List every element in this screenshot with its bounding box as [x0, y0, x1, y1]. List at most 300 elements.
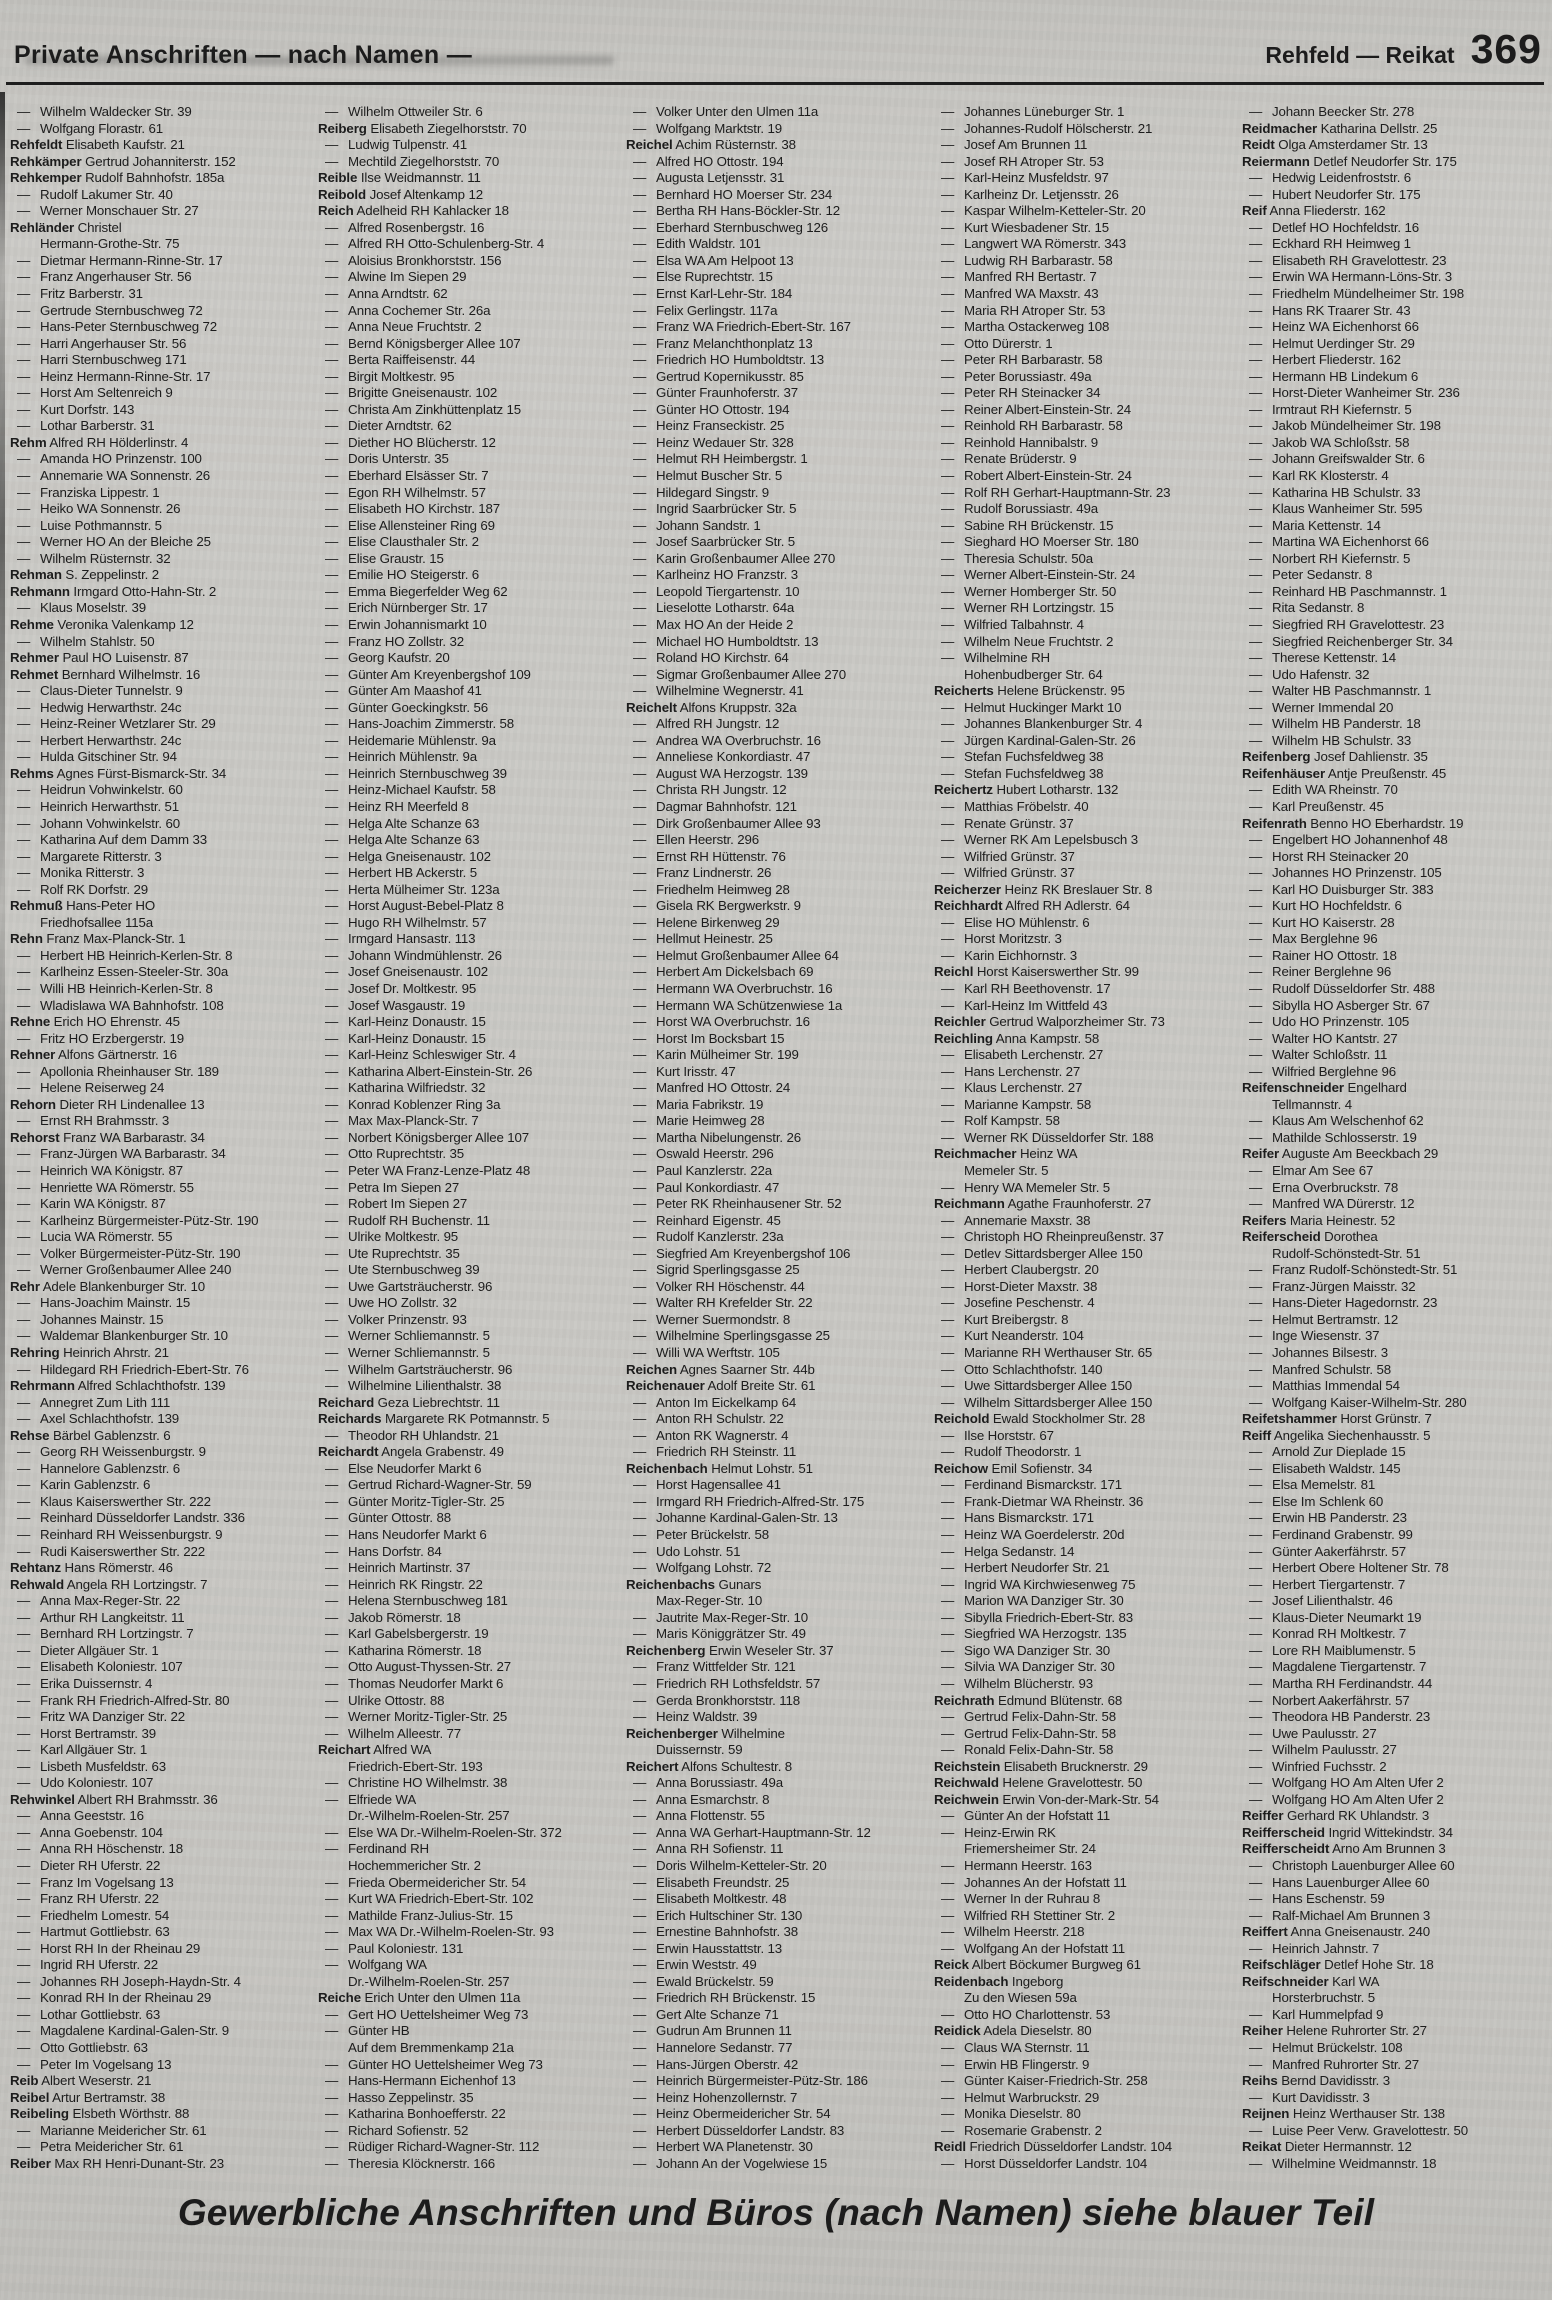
directory-entry: — Amanda HO Prinzenstr. 100: [17, 451, 202, 467]
directory-entry: — Dietmar Hermann-Rinne-Str. 17: [17, 252, 223, 268]
surname-entry: Rehländer Christel: [10, 219, 122, 235]
directory-entry: — Wolfgang HO Am Alten Ufer 2: [1249, 1791, 1444, 1807]
directory-entry: — Klaus Moselstr. 39: [17, 600, 146, 616]
same-surname-dash: —: [17, 286, 31, 302]
directory-entry: — Anna Neue Fruchtstr. 2: [325, 319, 482, 335]
directory-entry: — Jürgen Kardinal-Galen-Str. 26: [941, 732, 1136, 748]
directory-entry: — Johanne Kardinal-Galen-Str. 13: [633, 1510, 838, 1526]
same-surname-dash: —: [941, 2106, 955, 2122]
directory-entry: — Matthias Immendal 54: [1249, 1378, 1400, 1394]
same-surname-dash: —: [17, 368, 31, 384]
directory-entry: — Petra Meidericher Str. 61: [17, 2139, 184, 2155]
directory-entry: — Dieter Arndtstr. 62: [325, 418, 452, 434]
directory-entry: — Hermann Heerstr. 163: [941, 1857, 1092, 1873]
directory-entry: — Therese Kettenstr. 14: [1249, 650, 1396, 666]
directory-entry: — Stefan Fuchsfeldweg 38: [941, 749, 1104, 765]
same-surname-dash: —: [17, 997, 31, 1013]
same-surname-dash: —: [17, 683, 31, 699]
surname-entry: Reifers Maria Heinestr. 52: [1242, 1212, 1396, 1228]
same-surname-dash: —: [1249, 1030, 1263, 1046]
surname-entry: Rehorn Dieter RH Lindenallee 13: [10, 1096, 205, 1112]
same-surname-dash: —: [325, 1924, 339, 1940]
same-surname-dash: —: [325, 1295, 339, 1311]
same-surname-dash: —: [17, 534, 31, 550]
same-surname-dash: —: [325, 914, 339, 930]
directory-entry: — Bernd Königsberger Allee 107: [325, 335, 521, 351]
directory-entry: — Manfred Schulstr. 58: [1249, 1361, 1391, 1377]
same-surname-dash: —: [633, 286, 647, 302]
directory-entry: — Dagmar Bahnhofstr. 121: [633, 798, 797, 814]
directory-entry: — Elise Graustr. 15: [325, 550, 444, 566]
directory-entry: — Henry WA Memeler Str. 5: [941, 1179, 1111, 1195]
directory-entry: — Karin Eichhornstr. 3: [941, 947, 1078, 963]
directory-entry: — Friedrich RH Brückenstr. 15: [633, 1990, 816, 2006]
entry-continuation: Hochemmericher Str. 2: [348, 1857, 481, 1873]
same-surname-dash: —: [325, 1543, 339, 1559]
directory-entry: — Helene Birkenweg 29: [633, 914, 780, 930]
directory-entry: — Hans-Joachim Zimmerstr. 58: [325, 716, 515, 732]
same-surname-dash: —: [1249, 219, 1263, 235]
directory-entry: — Karlheinz Dr. Letjensstr. 26: [941, 186, 1119, 202]
directory-entry: — Anna RH Höschenstr. 18: [17, 1841, 184, 1857]
same-surname-dash: —: [941, 1212, 955, 1228]
directory-entry: — Rainer HO Ottostr. 18: [1249, 947, 1397, 963]
directory-entry: — Alwine Im Siepen 29: [325, 269, 467, 285]
same-surname-dash: —: [941, 451, 955, 467]
directory-entry: — Günter An der Hofstatt 11: [941, 1808, 1111, 1824]
directory-entry: — Dieter RH Uferstr. 22: [17, 1857, 161, 1873]
directory-entry: — Hugo RH Wilhelmstr. 57: [325, 914, 487, 930]
directory-entry: — Henriette WA Römerstr. 55: [17, 1179, 194, 1195]
directory-entry: — Martha RH Ferdinandstr. 44: [1249, 1675, 1433, 1691]
directory-entry: — Wilhelm Rüsternstr. 32: [17, 550, 171, 566]
same-surname-dash: —: [1249, 286, 1263, 302]
directory-entry: — Bertha RH Hans-Böckler-Str. 12: [633, 203, 840, 219]
same-surname-dash: —: [325, 2073, 339, 2089]
same-surname-dash: —: [633, 468, 647, 484]
directory-entry: — Klaus-Dieter Neumarkt 19: [1249, 1609, 1422, 1625]
directory-entry: — Udo Koloniestr. 107: [17, 1775, 154, 1791]
same-surname-dash: —: [17, 633, 31, 649]
directory-entry: — Marianne Kampstr. 58: [941, 1096, 1092, 1112]
same-surname-dash: —: [17, 1113, 31, 1129]
directory-entry: — Günter HB: [325, 2023, 410, 2039]
directory-entry: — Günter Fraunhoferstr. 37: [633, 385, 799, 401]
same-surname-dash: —: [17, 2139, 31, 2155]
same-surname-dash: —: [633, 550, 647, 566]
directory-column: [934, 104, 1230, 2172]
directory-entry: — Peter Sedanstr. 8: [1249, 567, 1373, 583]
directory-entry: — Helga Alte Schanze 63: [325, 832, 480, 848]
directory-entry: — Jautrite Max-Reger-Str. 10: [633, 1609, 809, 1625]
directory-entry: — Ronald Felix-Dahn-Str. 58: [941, 1742, 1114, 1758]
same-surname-dash: —: [633, 1328, 647, 1344]
same-surname-dash: —: [633, 170, 647, 186]
directory-entry: — Erika Duissernstr. 4: [17, 1675, 153, 1691]
directory-entry: — Monika Dieselstr. 80: [941, 2106, 1081, 2122]
directory-entry: — Fritz HO Erzbergerstr. 19: [17, 1030, 185, 1046]
same-surname-dash: —: [325, 732, 339, 748]
directory-entry: — Maria Kettenstr. 14: [1249, 517, 1381, 533]
same-surname-dash: —: [941, 2073, 955, 2089]
directory-entry: — Walter Schloßstr. 11: [1249, 1047, 1388, 1063]
same-surname-dash: —: [633, 2122, 647, 2138]
same-surname-dash: —: [17, 1196, 31, 1212]
directory-entry: — Kaspar Wilhelm-Ketteler-Str. 20: [941, 203, 1146, 219]
same-surname-dash: —: [325, 1163, 339, 1178]
surname-entry: Reichwald Helene Gravelottestr. 50: [934, 1775, 1143, 1791]
surname-entry: Rehr Adele Blankenburger Str. 10: [10, 1278, 205, 1294]
same-surname-dash: —: [325, 1510, 339, 1526]
directory-entry: — Volker Prinzenstr. 93: [325, 1311, 467, 1327]
same-surname-dash: —: [325, 434, 339, 450]
directory-entry: — Wilfried Grünstr. 37: [941, 848, 1075, 864]
directory-entry: — Horst Bertramstr. 39: [17, 1725, 156, 1741]
same-surname-dash: —: [633, 1014, 647, 1030]
directory-entry: — Wilhelm Alleestr. 77: [325, 1725, 462, 1741]
directory-entry: — Werner HO An der Bleiche 25: [17, 534, 211, 550]
same-surname-dash: —: [941, 1940, 955, 1956]
directory-entry: — Elisabeth Waldstr. 145: [1249, 1460, 1401, 1476]
directory-entry: — Werner Schliemannstr. 5: [325, 1345, 490, 1361]
directory-entry: — Horst Düsseldorfer Landstr. 104: [941, 2155, 1148, 2171]
same-surname-dash: —: [633, 2139, 647, 2155]
same-surname-dash: —: [17, 832, 31, 848]
same-surname-dash: —: [325, 1328, 339, 1344]
scan-gutter-edge: [0, 92, 5, 1572]
same-surname-dash: —: [1249, 848, 1263, 864]
directory-entry: — Johannes-Rudolf Hölscherstr. 21: [941, 120, 1153, 136]
same-surname-dash: —: [633, 1675, 647, 1691]
directory-entry: — Jakob WA Schloßstr. 58: [1249, 434, 1410, 450]
same-surname-dash: —: [1249, 170, 1263, 186]
directory-entry: — Kurt Wiesbadener Str. 15: [941, 219, 1109, 235]
directory-entry: — Reiner Albert-Einstein-Str. 24: [941, 401, 1131, 417]
surname-entry: Rehkemper Rudolf Bahnhofstr. 185a: [10, 170, 225, 186]
directory-entry: — Herbert Tiergartenstr. 7: [1249, 1576, 1406, 1592]
directory-entry: — Karl-Heinz Schleswiger Str. 4: [325, 1047, 516, 1063]
directory-entry: — Frank RH Friedrich-Alfred-Str. 80: [17, 1692, 230, 1708]
surname-entry: Reifenschneider Engelhard: [1242, 1080, 1407, 1096]
same-surname-dash: —: [941, 815, 955, 831]
same-surname-dash: —: [633, 219, 647, 235]
same-surname-dash: —: [633, 335, 647, 351]
same-surname-dash: —: [17, 1957, 31, 1973]
directory-entry: — Konrad RH In der Rheinau 29: [17, 1990, 212, 2006]
same-surname-dash: —: [1249, 534, 1263, 550]
same-surname-dash: —: [17, 1775, 31, 1791]
same-surname-dash: —: [1249, 1510, 1263, 1526]
directory-entry: — Rita Sedanstr. 8: [1249, 600, 1365, 616]
directory-entry: — Karl-Heinz Im Wittfeld 43: [941, 997, 1108, 1013]
directory-entry: — Sieghard HO Moerser Str. 180: [941, 534, 1139, 550]
same-surname-dash: —: [633, 1394, 647, 1410]
directory-entry: — Karlheinz Bürgermeister-Pütz-Str. 190: [17, 1212, 259, 1228]
same-surname-dash: —: [17, 1212, 31, 1228]
directory-entry: — Bernhard RH Lortzingstr. 7: [17, 1626, 194, 1642]
directory-entry: — Hans-Dieter Hagedornstr. 23: [1249, 1295, 1438, 1311]
surname-entry: Rehmuß Hans-Peter HO: [10, 898, 156, 914]
same-surname-dash: —: [325, 1957, 339, 1973]
directory-entry: — Alfred RH Otto-Schulenberg-Str. 4: [325, 236, 545, 252]
directory-entry: — Otto Gottliebstr. 63: [17, 2039, 148, 2055]
directory-entry: — Karl HO Duisburger Str. 383: [1249, 881, 1434, 897]
same-surname-dash: —: [17, 1924, 31, 1940]
directory-entry: — Erwin Weststr. 49: [633, 1957, 757, 1973]
directory-entry: — Hans-Peter Sternbuschweg 72: [17, 319, 218, 335]
surname-entry: Reicherts Helene Brückenstr. 95: [934, 683, 1125, 699]
same-surname-dash: —: [1249, 2006, 1263, 2022]
same-surname-dash: —: [325, 980, 339, 996]
directory-entry: — Heinz Franseckistr. 25: [633, 418, 785, 434]
same-surname-dash: —: [17, 1609, 31, 1625]
directory-entry: — Arnold Zur Dieplade 15: [1249, 1444, 1406, 1460]
same-surname-dash: —: [633, 434, 647, 450]
surname-entry: Reiber Max RH Henri-Dunant-Str. 23: [10, 2155, 224, 2171]
directory-entry: — Anna Cochemer Str. 26a: [325, 302, 491, 318]
same-surname-dash: —: [941, 832, 955, 848]
directory-entry: — Hans Lerchenstr. 27: [941, 1063, 1081, 1079]
directory-entry: — Hans Bismarckstr. 171: [941, 1510, 1094, 1526]
directory-entry: — Otto Dürerstr. 1: [941, 335, 1053, 351]
same-surname-dash: —: [1249, 2155, 1263, 2171]
surname-entry: Reidenbach Ingeborg: [934, 1973, 1064, 1989]
same-surname-dash: —: [941, 1609, 955, 1625]
same-surname-dash: —: [633, 1196, 647, 1212]
same-surname-dash: —: [1249, 2089, 1263, 2105]
directory-entry: — Max Max-Planck-Str. 7: [325, 1113, 479, 1129]
same-surname-dash: —: [325, 997, 339, 1013]
same-surname-dash: —: [1249, 1047, 1263, 1063]
directory-entry: — Paul Koloniestr. 131: [325, 1940, 464, 1956]
same-surname-dash: —: [1249, 1775, 1263, 1791]
directory-entry: — Maria RH Atroper Str. 53: [941, 302, 1106, 318]
directory-entry: — Wilhelmine Weidmannstr. 18: [1249, 2155, 1437, 2171]
directory-entry: — Kurt HO Kaiserstr. 28: [1249, 914, 1395, 930]
same-surname-dash: —: [17, 1229, 31, 1245]
directory-entry: — Robert Im Siepen 27: [325, 1196, 468, 1212]
same-surname-dash: —: [941, 1659, 955, 1675]
same-surname-dash: —: [633, 1063, 647, 1079]
surname-entry: Rehse Bärbel Gablenzstr. 6: [10, 1427, 171, 1443]
directory-entry: — Herbert WA Planetenstr. 30: [633, 2139, 813, 2155]
surname-entry: Rehms Agnes Fürst-Bismarck-Str. 34: [10, 765, 227, 781]
same-surname-dash: —: [941, 1345, 955, 1361]
same-surname-dash: —: [941, 1510, 955, 1526]
same-surname-dash: —: [17, 1891, 31, 1907]
same-surname-dash: —: [1249, 1626, 1263, 1642]
directory-entry: — Günter Ottostr. 88: [325, 1510, 451, 1526]
directory-entry: — Josef Saarbrücker Str. 5: [633, 534, 796, 550]
directory-entry: — Manfred HO Ottostr. 24: [633, 1080, 791, 1096]
same-surname-dash: —: [1249, 368, 1263, 384]
directory-entry: — Kurt Neanderstr. 104: [941, 1328, 1084, 1344]
same-surname-dash: —: [633, 418, 647, 434]
directory-entry: — Heiko WA Sonnenstr. 26: [17, 501, 181, 517]
directory-entry: — Werner Albert-Einstein-Str. 24: [941, 567, 1136, 583]
directory-entry: — Friedrich RH Lothsfeldstr. 57: [633, 1675, 821, 1691]
directory-entry: — Lothar Gottliebstr. 63: [17, 2006, 161, 2022]
directory-entry: — Heinrich Jahnstr. 7: [1249, 1940, 1380, 1956]
same-surname-dash: —: [1249, 418, 1263, 434]
same-surname-dash: —: [941, 252, 955, 268]
same-surname-dash: —: [1249, 335, 1263, 351]
directory-entry: — Werner RK Düsseldorfer Str. 188: [941, 1129, 1154, 1145]
same-surname-dash: —: [941, 302, 955, 318]
directory-entry: — Johann Vohwinkelstr. 60: [17, 815, 180, 831]
same-surname-dash: —: [1249, 716, 1263, 732]
directory-entry: — Anneliese Konkordiastr. 47: [633, 749, 811, 765]
same-surname-dash: —: [17, 1692, 31, 1708]
directory-entry: — Günter HO Uettelsheimer Weg 73: [325, 2056, 543, 2072]
directory-entry: — Ferdinand Bismarckstr. 171: [941, 1477, 1122, 1493]
directory-entry: — Günter Moritz-Tigler-Str. 25: [325, 1493, 505, 1509]
surname-entry: Reifferscheidt Arno Am Brunnen 3: [1242, 1841, 1446, 1857]
same-surname-dash: —: [1249, 650, 1263, 666]
directory-entry: — Anna RH Sofienstr. 11: [633, 1841, 784, 1857]
directory-entry: — Heinz WA Eichenhorst 66: [1249, 319, 1419, 335]
directory-entry: — Werner Homberger Str. 50: [941, 583, 1117, 599]
surname-entry: Reichenbach Helmut Lohstr. 51: [626, 1460, 813, 1476]
same-surname-dash: —: [1249, 1725, 1263, 1741]
same-surname-dash: —: [17, 1808, 31, 1824]
directory-entry: — Ingrid RH Uferstr. 22: [17, 1957, 159, 1973]
same-surname-dash: —: [17, 1460, 31, 1476]
directory-entry: — Hans-Joachim Mainstr. 15: [17, 1295, 191, 1311]
directory-entry: — Uwe Sittardsberger Allee 150: [941, 1378, 1133, 1394]
directory-entry: — Hans-Hermann Eichenhof 13: [325, 2073, 516, 2089]
directory-entry: — Elisabeth HO Kirchstr. 187: [325, 501, 501, 517]
same-surname-dash: —: [325, 1096, 339, 1112]
surname-entry: Reidt Olga Amsterdamer Str. 13: [1242, 137, 1428, 153]
surname-entry: Reifenberg Josef Dahlienstr. 35: [1242, 749, 1428, 765]
directory-entry: — Stefan Fuchsfeldweg 38: [941, 765, 1104, 781]
same-surname-dash: —: [325, 947, 339, 963]
same-surname-dash: —: [941, 501, 955, 517]
same-surname-dash: —: [1249, 1477, 1263, 1493]
same-surname-dash: —: [941, 335, 955, 351]
page-title: Private Anschriften — nach Namen —: [14, 41, 473, 69]
directory-entry: — Heinz Waldstr. 39: [633, 1709, 758, 1725]
same-surname-dash: —: [325, 567, 339, 583]
directory-entry: — Jakob Römerstr. 18: [325, 1609, 461, 1625]
directory-entry: — Roland HO Kirchstr. 64: [633, 650, 789, 666]
same-surname-dash: —: [633, 765, 647, 781]
directory-entry: — Gerda Bronkhorststr. 118: [633, 1692, 800, 1708]
surname-entry: Reich Adelheid RH Kahlacker 18: [318, 203, 509, 219]
same-surname-dash: —: [941, 1278, 955, 1294]
directory-entry: — Sabine RH Brückenstr. 15: [941, 517, 1114, 533]
directory-entry: — Ellen Heerstr. 296: [633, 832, 759, 848]
same-surname-dash: —: [17, 980, 31, 996]
same-surname-dash: —: [325, 699, 339, 715]
same-surname-dash: —: [325, 1113, 339, 1129]
directory-entry: — Wilhelm Gartsträucherstr. 96: [325, 1361, 513, 1377]
directory-entry: — Hulda Gitschiner Str. 94: [17, 749, 177, 765]
directory-entry: — Ingrid WA Kirchwiesenweg 75: [941, 1576, 1136, 1592]
page-number: 369: [1470, 26, 1542, 72]
same-surname-dash: —: [941, 1361, 955, 1377]
directory-entry: — Norbert RH Kiefernstr. 5: [1249, 550, 1411, 566]
same-surname-dash: —: [1249, 881, 1263, 897]
surname-entry: Reichler Gertrud Walporzheimer Str. 73: [934, 1014, 1165, 1030]
directory-entry: — Fritz Barberstr. 31: [17, 286, 143, 302]
directory-entry: — Otto HO Charlottenstr. 53: [941, 2006, 1111, 2022]
directory-entry: — Ute Ruprechtstr. 35: [325, 1245, 460, 1261]
directory-entry: — Wilfried Berglehne 96: [1249, 1063, 1396, 1079]
same-surname-dash: —: [17, 1063, 31, 1079]
same-surname-dash: —: [633, 269, 647, 285]
same-surname-dash: —: [1249, 252, 1263, 268]
directory-entry: — Gertrud Felix-Dahn-Str. 58: [941, 1709, 1117, 1725]
directory-entry: — Alfred HO Ottostr. 194: [633, 153, 784, 169]
same-surname-dash: —: [17, 451, 31, 467]
directory-entry: — Günter Kaiser-Friedrich-Str. 258: [941, 2073, 1148, 2089]
same-surname-dash: —: [941, 1742, 955, 1758]
directory-entry: — Reinhard RH Weissenburgstr. 9: [17, 1527, 223, 1543]
same-surname-dash: —: [941, 170, 955, 186]
same-surname-dash: —: [941, 1493, 955, 1509]
directory-entry: — Heinz Wedauer Str. 328: [633, 434, 794, 450]
same-surname-dash: —: [941, 2122, 955, 2138]
same-surname-dash: —: [325, 1891, 339, 1907]
same-surname-dash: —: [325, 302, 339, 318]
directory-entry: — Claus-Dieter Tunnelstr. 9: [17, 683, 183, 699]
same-surname-dash: —: [1249, 782, 1263, 798]
same-surname-dash: —: [1249, 1129, 1263, 1145]
directory-entry: — Dirk Großenbaumer Allee 93: [633, 815, 821, 831]
same-surname-dash: —: [325, 1146, 339, 1162]
surname-entry: Reib Albert Weserstr. 21: [10, 2073, 152, 2089]
directory-entry: — Alfred RH Jungstr. 12: [633, 716, 780, 732]
same-surname-dash: —: [325, 2106, 339, 2122]
same-surname-dash: —: [17, 1394, 31, 1410]
directory-entry: — Werner Monschauer Str. 27: [17, 203, 199, 219]
same-surname-dash: —: [325, 1675, 339, 1691]
directory-entry: — Hildegard RH Friedrich-Ebert-Str. 76: [17, 1361, 249, 1377]
same-surname-dash: —: [17, 385, 31, 401]
same-surname-dash: —: [941, 1593, 955, 1609]
directory-entry: — Else Im Schlenk 60: [1249, 1493, 1384, 1509]
directory-entry: — Kurt HO Hochfeldstr. 6: [1249, 898, 1402, 914]
directory-entry: — Walter RH Krefelder Str. 22: [633, 1295, 813, 1311]
same-surname-dash: —: [17, 964, 31, 980]
directory-entry: — Christa RH Jungstr. 12: [633, 782, 787, 798]
surname-entry: Reibeling Elsbeth Wörthstr. 88: [10, 2106, 190, 2122]
directory-entry: — Karl Preußenstr. 45: [1249, 798, 1384, 814]
directory-entry: — Katharina Wilfriedstr. 32: [325, 1080, 486, 1096]
directory-entry: — Karin Gablenzstr. 6: [17, 1477, 151, 1493]
directory-entry: — Helmut Huckinger Markt 10: [941, 699, 1122, 715]
same-surname-dash: —: [17, 815, 31, 831]
same-surname-dash: —: [1249, 914, 1263, 930]
directory-entry: — Hermann WA Overbruchstr. 16: [633, 980, 833, 996]
same-surname-dash: —: [17, 1742, 31, 1758]
directory-entry: — Sigo WA Danziger Str. 30: [941, 1642, 1110, 1658]
same-surname-dash: —: [633, 1080, 647, 1096]
same-surname-dash: —: [633, 732, 647, 748]
directory-entry: — Winfried Fuchsstr. 2: [1249, 1758, 1387, 1774]
directory-entry: — Horst-Dieter Wanheimer Str. 236: [1249, 385, 1460, 401]
same-surname-dash: —: [633, 782, 647, 798]
same-surname-dash: —: [941, 1626, 955, 1642]
same-surname-dash: —: [1249, 1527, 1263, 1543]
same-surname-dash: —: [941, 368, 955, 384]
same-surname-dash: —: [325, 2006, 339, 2022]
same-surname-dash: —: [325, 319, 339, 335]
surname-entry: Reichrath Edmund Blütenstr. 68: [934, 1692, 1123, 1708]
directory-entry: — Heinz Hermann-Rinne-Str. 17: [17, 368, 211, 384]
